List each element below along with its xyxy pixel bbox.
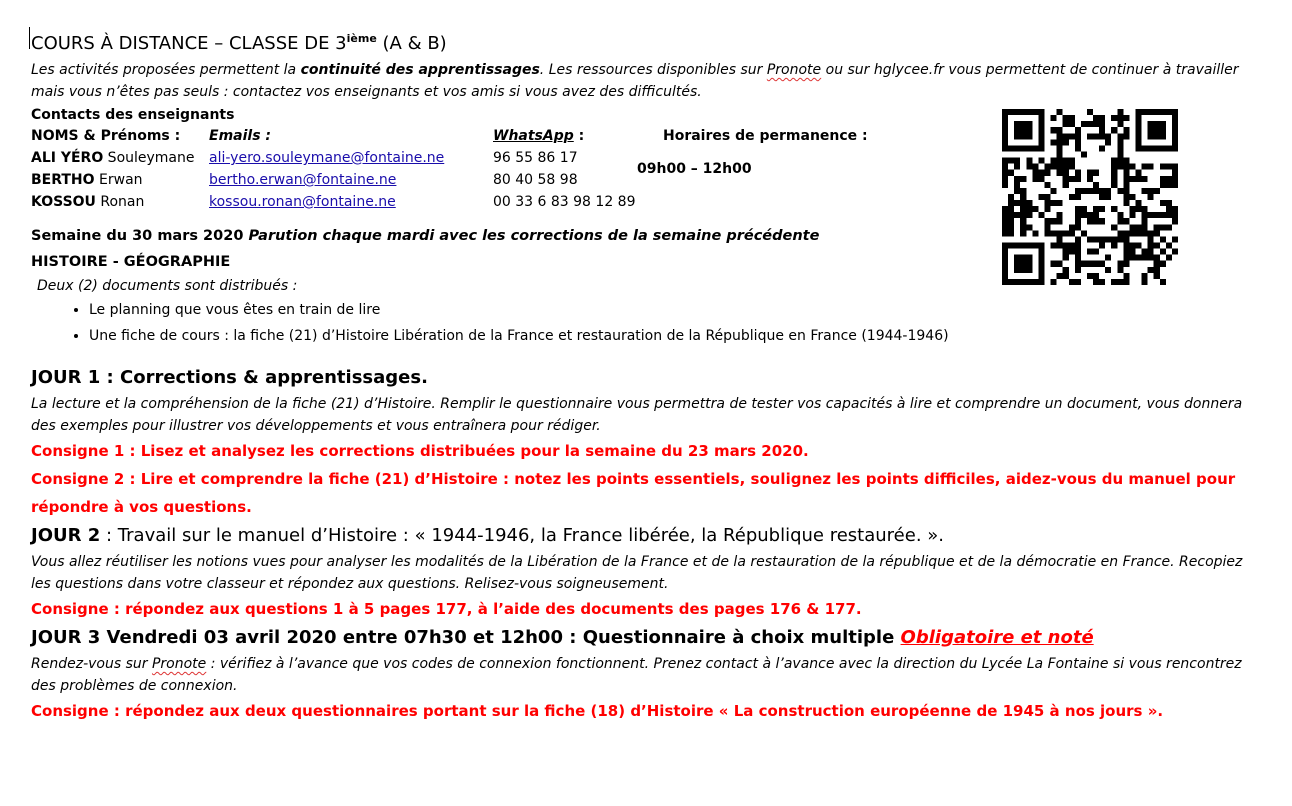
subject-heading: HISTOIRE - GÉOGRAPHIE <box>31 254 231 270</box>
day1-title: JOUR 1 : Corrections & apprentissages. <box>31 367 428 388</box>
day3-text: Rendez-vous sur Pronote : vérifiez à l’avance que vos codes de connexion fonctionnent. Prenez contact à l’avance avec la direction du Lycée La Fontaine si vous rencontrez des problèmes de connexion. <box>31 656 1242 694</box>
table-row: BERTHO Erwan bertho.erwan@fontaine.ne 80 40 58 98 09h00 – 12h00 <box>31 169 893 191</box>
email-link[interactable]: ali-yero.souleymane@fontaine.ne <box>209 150 445 166</box>
col-hours: Horaires de permanence : <box>663 128 868 144</box>
page-title: COURS À DISTANCE – CLASSE DE 3ième (A & B) <box>31 32 447 54</box>
table-row: ALI YÉRO Souleymane ali-yero.souleymane@fontaine.ne 96 55 86 17 <box>31 147 893 169</box>
contacts-heading: Contacts des enseignants <box>31 107 235 123</box>
email-link[interactable]: bertho.erwan@fontaine.ne <box>209 172 397 188</box>
hours-value: 09h00 – 12h00 <box>637 161 752 177</box>
email-link[interactable]: kossou.ronan@fontaine.ne <box>209 194 396 210</box>
day1-text: La lecture et la compréhension de la fiche (21) d’Histoire. Remplir le questionnaire vous permettra de tester vos capacités à lire et comprendre un document, vous donnera des exemples pour illustrer vos développements et vous entraînera pour rédiger. <box>31 396 1243 434</box>
day1-instruction-1: Consigne 1 : Lisez et analysez les corrections distribuées pour la semaine du 23 mars 2020. <box>31 442 809 460</box>
day2-text: Vous allez réutiliser les notions vues pour analyser les modalités de la Libération de la France et de la restauration de la république et de la démocratie en France. Recopiez les questions dans votre classeur et répondez aux questions. Relisez-vous soigneusement. <box>31 554 1243 592</box>
day3-instruction: Consigne : répondez aux deux questionnaires portant sur la fiche (18) d’Histoire « La construction européenne de 1945 à nos jours ». <box>31 702 1164 720</box>
phone: 96 55 86 17 <box>493 150 578 166</box>
list-item: • Le planning que vous êtes en train de lire <box>89 297 1263 323</box>
day2-instruction: Consigne : répondez aux questions 1 à 5 pages 177, à l’aide des documents des pages 176 & 177. <box>31 600 862 618</box>
day3-title: JOUR 3 Vendredi 03 avril 2020 entre 07h30 et 12h00 : Questionnaire à choix multiple Obligatoire et noté <box>31 627 1094 648</box>
phone: 80 40 58 98 <box>493 172 578 188</box>
documents-list <box>31 297 1263 349</box>
intro-paragraph: Les activités proposées permettent la continuité des apprentissages. Les ressources disponibles sur Pronote ou sur hglycee.fr vous permettent de continuer à travailler mais vous n’êtes pas seuls : contactez vos enseignants et vos amis si vous avez des difficultés. <box>31 62 1239 100</box>
week-line: Semaine du 30 mars 2020 Parution chaque mardi avec les corrections de la semaine précédente <box>31 228 820 244</box>
day1-instruction-2: Consigne 2 : Lire et comprendre la fiche (21) d’Histoire : notez les points essentiels, soulignez les points difficiles, aidez-vous du manuel pour répondre à vos questions. <box>31 470 1236 516</box>
documents-intro: Deux (2) documents sont distribués : <box>37 278 298 294</box>
contacts-header-row <box>31 125 893 147</box>
list-item: • Une fiche de cours : la fiche (21) d’Histoire Libération de la France et restauration de la République en France (1944-1946) <box>89 323 1263 349</box>
phone: 00 33 6 83 98 12 89 <box>493 194 636 210</box>
day2-title: JOUR 2 : Travail sur le manuel d’Histoire : « 1944-1946, la France libérée, la République restaurée. ». <box>31 525 944 546</box>
text-cursor <box>29 27 30 49</box>
qr-code-icon <box>1002 109 1178 285</box>
col-names: NOMS & Prénoms : <box>31 128 181 144</box>
mandatory-label: Obligatoire et noté <box>900 627 1094 648</box>
col-whatsapp: WhatsApp : <box>493 128 585 144</box>
contacts-table <box>31 125 893 213</box>
table-row: KOSSOU Ronan kossou.ronan@fontaine.ne 00 33 6 83 98 12 89 <box>31 191 893 213</box>
col-emails: Emails : <box>209 128 272 144</box>
